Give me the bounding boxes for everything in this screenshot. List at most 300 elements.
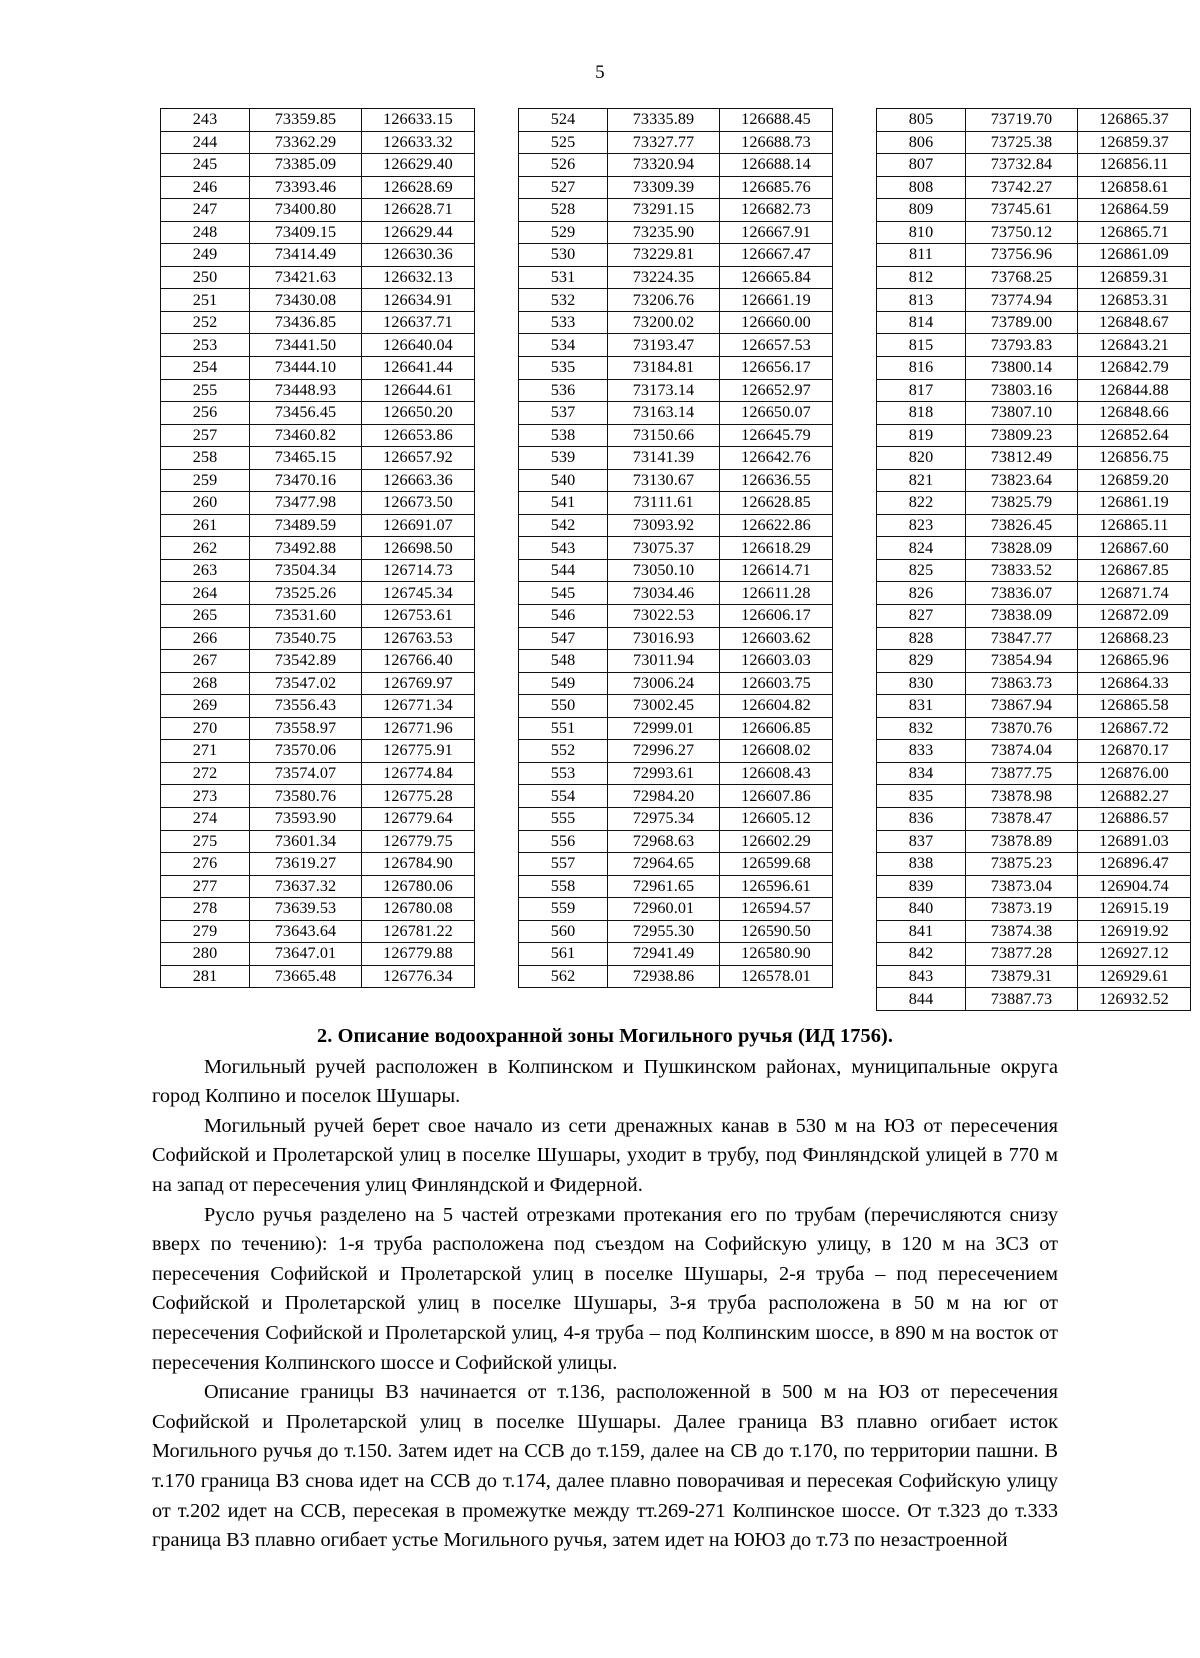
coordinate-y: 126652.97 (720, 379, 833, 402)
coordinate-x: 73011.94 (608, 650, 720, 673)
table-row (161, 311, 475, 334)
point-number: 813 (877, 289, 966, 312)
coordinate-y: 126628.71 (362, 199, 475, 222)
coordinate-y: 126622.86 (720, 514, 833, 537)
coordinate-x: 73235.90 (608, 221, 720, 244)
point-number: 248 (161, 221, 250, 244)
coordinate-x: 73320.94 (608, 154, 720, 177)
coordinate-table-left-body (161, 109, 475, 988)
point-number: 254 (161, 357, 250, 380)
coordinate-x: 72975.34 (608, 807, 720, 830)
coordinate-y: 126607.86 (720, 785, 833, 808)
coordinate-x: 72961.65 (608, 875, 720, 898)
point-number: 805 (877, 109, 966, 132)
table-row (877, 830, 1191, 853)
paragraph-location: Могильный ручей расположен в Колпинском и Пушкинском районах, муниципальные округа город Колпино и поселок Шушары. (152, 1055, 1058, 1108)
table-row (519, 266, 833, 289)
coordinate-x: 72996.27 (608, 740, 720, 763)
coordinate-y: 126640.04 (362, 334, 475, 357)
coordinate-x: 73193.47 (608, 334, 720, 357)
point-number: 560 (519, 920, 608, 943)
coordinate-y: 126766.40 (362, 650, 475, 673)
coordinate-x: 73130.67 (608, 469, 720, 492)
coordinate-x: 73800.14 (966, 357, 1078, 380)
table-row (161, 672, 475, 695)
table-row (877, 785, 1191, 808)
coordinate-y: 126769.97 (362, 672, 475, 695)
table-row (877, 469, 1191, 492)
point-number: 262 (161, 537, 250, 560)
table-row (877, 379, 1191, 402)
coordinate-y: 126919.92 (1078, 920, 1191, 943)
coordinate-x: 73732.84 (966, 154, 1078, 177)
coordinate-x: 73163.14 (608, 402, 720, 425)
coordinate-x: 73873.04 (966, 875, 1078, 898)
table-row (877, 717, 1191, 740)
coordinate-x: 73477.98 (250, 492, 362, 515)
coordinate-y: 126886.57 (1078, 807, 1191, 830)
coordinate-y: 126650.07 (720, 402, 833, 425)
table-row (161, 221, 475, 244)
paragraph-boundary: Описание границы ВЗ начинается от т.136, расположенной в 500 м на ЮЗ от пересечения Софийской и Пролетарской улиц в поселке Шушары. Далее граница ВЗ плавно огибает исток Могильного ручья до т.150. Затем идет на ССВ до т.159, далее на СВ до т.170, по территории пашни. В т.170 граница ВЗ снова идет на ССВ до т.174, далее плавно поворачивая и пересекая Софийскую улицу от т.202 идет на ССВ, пересекая в промежутке между тт.269-271 Колпинское шоссе. От т.323 до т.333 граница ВЗ плавно огибает устье Могильного ручья, затем идет на ЮЮЗ до т.73 по незастроенной (152, 1381, 1058, 1552)
table-row (519, 379, 833, 402)
point-number: 534 (519, 334, 608, 357)
table-row (877, 131, 1191, 154)
coordinate-y: 126853.31 (1078, 289, 1191, 312)
coordinate-table-middle-body (519, 109, 833, 988)
point-number: 561 (519, 943, 608, 966)
coordinate-x: 73547.02 (250, 672, 362, 695)
coordinate-x: 73050.10 (608, 559, 720, 582)
table-row (161, 131, 475, 154)
table-row (877, 402, 1191, 425)
table-row (877, 627, 1191, 650)
coordinate-x: 73873.19 (966, 898, 1078, 921)
coordinate-y: 126848.66 (1078, 402, 1191, 425)
coordinate-x: 73768.25 (966, 266, 1078, 289)
coordinate-y: 126774.84 (362, 762, 475, 785)
point-number: 829 (877, 650, 966, 673)
point-number: 558 (519, 875, 608, 898)
coordinate-x: 73774.94 (966, 289, 1078, 312)
coordinate-y: 126848.67 (1078, 311, 1191, 334)
coordinate-y: 126859.31 (1078, 266, 1191, 289)
coordinate-x: 73879.31 (966, 965, 1078, 988)
coordinate-y: 126594.57 (720, 898, 833, 921)
table-row (519, 221, 833, 244)
coordinate-x: 73570.06 (250, 740, 362, 763)
coordinate-y: 126606.85 (720, 717, 833, 740)
coordinate-y: 126781.22 (362, 920, 475, 943)
table-row (877, 221, 1191, 244)
table-row (877, 492, 1191, 515)
coordinate-y: 126603.62 (720, 627, 833, 650)
point-number: 251 (161, 289, 250, 312)
page-number: 5 (595, 62, 605, 83)
table-row (877, 740, 1191, 763)
coordinate-y: 126896.47 (1078, 853, 1191, 876)
point-number: 824 (877, 537, 966, 560)
table-row (519, 740, 833, 763)
coordinate-x: 73470.16 (250, 469, 362, 492)
point-number: 525 (519, 131, 608, 154)
coordinate-x: 73867.94 (966, 695, 1078, 718)
coordinate-y: 126776.34 (362, 965, 475, 988)
point-number: 529 (519, 221, 608, 244)
point-number: 276 (161, 853, 250, 876)
point-number: 259 (161, 469, 250, 492)
table-row (161, 740, 475, 763)
coordinate-x: 73665.48 (250, 965, 362, 988)
coordinate-y: 126608.43 (720, 762, 833, 785)
coordinate-y: 126657.53 (720, 334, 833, 357)
point-number: 279 (161, 920, 250, 943)
point-number: 822 (877, 492, 966, 515)
table-row (877, 672, 1191, 695)
coordinate-y: 126842.79 (1078, 357, 1191, 380)
point-number: 246 (161, 176, 250, 199)
coordinate-y: 126859.37 (1078, 131, 1191, 154)
table-row (161, 695, 475, 718)
point-number: 812 (877, 266, 966, 289)
table-row (877, 199, 1191, 222)
coordinate-x: 73836.07 (966, 582, 1078, 605)
coordinate-x: 73847.77 (966, 627, 1078, 650)
coordinate-y: 126604.82 (720, 695, 833, 718)
table-row (161, 875, 475, 898)
point-number: 275 (161, 830, 250, 853)
coordinate-y: 126688.73 (720, 131, 833, 154)
table-row (877, 334, 1191, 357)
table-row (877, 311, 1191, 334)
coordinate-y: 126745.34 (362, 582, 475, 605)
point-number: 834 (877, 762, 966, 785)
point-number: 821 (877, 469, 966, 492)
point-number: 528 (519, 199, 608, 222)
coordinate-x: 73022.53 (608, 605, 720, 628)
point-number: 530 (519, 244, 608, 267)
coordinate-x: 73874.38 (966, 920, 1078, 943)
table-row (519, 627, 833, 650)
coordinate-x: 73184.81 (608, 357, 720, 380)
point-number: 266 (161, 627, 250, 650)
coordinate-y: 126603.75 (720, 672, 833, 695)
point-number: 551 (519, 717, 608, 740)
coordinate-y: 126698.50 (362, 537, 475, 560)
table-row (161, 807, 475, 830)
point-number: 835 (877, 785, 966, 808)
coordinate-x: 73409.15 (250, 221, 362, 244)
point-number: 816 (877, 357, 966, 380)
point-number: 553 (519, 762, 608, 785)
table-row (877, 266, 1191, 289)
coordinate-x: 73385.09 (250, 154, 362, 177)
description-section (152, 1022, 1058, 1556)
point-number: 548 (519, 650, 608, 673)
coordinate-x: 73400.80 (250, 199, 362, 222)
coordinate-x: 73803.16 (966, 379, 1078, 402)
point-number: 257 (161, 424, 250, 447)
point-number: 258 (161, 447, 250, 470)
table-row (161, 582, 475, 605)
coordinate-y: 126628.69 (362, 176, 475, 199)
point-number: 811 (877, 244, 966, 267)
coordinate-y: 126628.85 (720, 492, 833, 515)
coordinate-x: 73430.08 (250, 289, 362, 312)
coordinate-y: 126932.52 (1078, 988, 1191, 1011)
table-row (161, 334, 475, 357)
coordinate-y: 126872.09 (1078, 605, 1191, 628)
point-number: 538 (519, 424, 608, 447)
point-number: 815 (877, 334, 966, 357)
point-number: 255 (161, 379, 250, 402)
table-row (161, 830, 475, 853)
table-row (161, 357, 475, 380)
coordinate-x: 73492.88 (250, 537, 362, 560)
table-row (519, 447, 833, 470)
coordinate-x: 73093.92 (608, 514, 720, 537)
coordinate-y: 126852.64 (1078, 424, 1191, 447)
table-row (161, 424, 475, 447)
table-row (161, 469, 475, 492)
table-row (877, 176, 1191, 199)
coordinate-y: 126867.60 (1078, 537, 1191, 560)
coordinate-y: 126865.96 (1078, 650, 1191, 673)
coordinate-y: 126580.90 (720, 943, 833, 966)
coordinate-y: 126691.07 (362, 514, 475, 537)
point-number: 244 (161, 131, 250, 154)
coordinate-y: 126642.76 (720, 447, 833, 470)
coordinate-y: 126864.59 (1078, 199, 1191, 222)
coordinate-y: 126929.61 (1078, 965, 1191, 988)
table-row (877, 244, 1191, 267)
table-row (161, 965, 475, 988)
coordinate-x: 72955.30 (608, 920, 720, 943)
table-row (519, 785, 833, 808)
table-row (161, 559, 475, 582)
table-row (877, 650, 1191, 673)
table-row (519, 807, 833, 830)
coordinate-x: 73504.34 (250, 559, 362, 582)
table-row (877, 898, 1191, 921)
point-number: 810 (877, 221, 966, 244)
coordinate-y: 126784.90 (362, 853, 475, 876)
table-row (877, 582, 1191, 605)
coordinate-y: 126596.61 (720, 875, 833, 898)
coordinate-x: 73436.85 (250, 311, 362, 334)
table-row (519, 853, 833, 876)
point-number: 818 (877, 402, 966, 425)
coordinate-x: 73531.60 (250, 605, 362, 628)
point-number: 808 (877, 176, 966, 199)
coordinate-x: 73034.46 (608, 582, 720, 605)
coordinate-x: 73807.10 (966, 402, 1078, 425)
table-row (877, 559, 1191, 582)
coordinate-y: 126865.11 (1078, 514, 1191, 537)
coordinate-x: 73444.10 (250, 357, 362, 380)
coordinate-x: 73750.12 (966, 221, 1078, 244)
table-row (877, 424, 1191, 447)
point-number: 267 (161, 650, 250, 673)
coordinate-x: 73150.66 (608, 424, 720, 447)
table-row (877, 605, 1191, 628)
coordinate-y: 126856.11 (1078, 154, 1191, 177)
point-number: 537 (519, 402, 608, 425)
coordinate-y: 126891.03 (1078, 830, 1191, 853)
point-number: 265 (161, 605, 250, 628)
coordinate-x: 73173.14 (608, 379, 720, 402)
coordinate-x: 73601.34 (250, 830, 362, 853)
table-row (519, 357, 833, 380)
coordinate-y: 126634.91 (362, 289, 475, 312)
point-number: 243 (161, 109, 250, 132)
point-number: 247 (161, 199, 250, 222)
coordinate-y: 126667.47 (720, 244, 833, 267)
table-row (161, 244, 475, 267)
table-row (877, 447, 1191, 470)
coordinate-x: 73870.76 (966, 717, 1078, 740)
table-row (519, 559, 833, 582)
point-number: 555 (519, 807, 608, 830)
coordinate-y: 126685.76 (720, 176, 833, 199)
table-row (519, 244, 833, 267)
coordinate-table-right-body (877, 109, 1191, 1011)
coordinate-y: 126578.01 (720, 965, 833, 988)
point-number: 272 (161, 762, 250, 785)
coordinate-y: 126656.17 (720, 357, 833, 380)
coordinate-y: 126844.88 (1078, 379, 1191, 402)
coordinate-y: 126859.20 (1078, 469, 1191, 492)
table-row (161, 379, 475, 402)
paragraph-source: Могильный ручей берет свое начало из сети дренажных канав в 530 м на ЮЗ от пересечения Софийской и Пролетарской улиц в поселке Шушары, уходит в трубу, под Финляндской улицей в 770 м на запад от пересечения улиц Финляндской и Фидерной. (152, 1114, 1058, 1196)
point-number: 280 (161, 943, 250, 966)
table-row (877, 807, 1191, 830)
coordinate-x: 73206.76 (608, 289, 720, 312)
coordinate-y: 126780.06 (362, 875, 475, 898)
coordinate-x: 73812.49 (966, 447, 1078, 470)
point-number: 527 (519, 176, 608, 199)
coordinate-x: 73838.09 (966, 605, 1078, 628)
point-number: 256 (161, 402, 250, 425)
table-row (161, 402, 475, 425)
table-row (161, 943, 475, 966)
table-row (161, 199, 475, 222)
table-row (519, 605, 833, 628)
coordinate-table-middle (518, 108, 833, 988)
point-number: 261 (161, 514, 250, 537)
coordinate-y: 126682.73 (720, 199, 833, 222)
table-row (519, 650, 833, 673)
section-heading: 2. Описание водоохранной зоны Могильного ручья (ИД 1756). (316, 1025, 893, 1047)
table-row (161, 109, 475, 132)
coordinate-x: 73877.28 (966, 943, 1078, 966)
point-number: 277 (161, 875, 250, 898)
table-row (877, 943, 1191, 966)
coordinate-x: 73809.23 (966, 424, 1078, 447)
table-row (519, 717, 833, 740)
coordinate-x: 73525.26 (250, 582, 362, 605)
point-number: 278 (161, 898, 250, 921)
coordinate-x: 73719.70 (966, 109, 1078, 132)
point-number: 809 (877, 199, 966, 222)
point-number: 535 (519, 357, 608, 380)
point-number: 807 (877, 154, 966, 177)
point-number: 817 (877, 379, 966, 402)
coordinate-y: 126605.12 (720, 807, 833, 830)
point-number: 547 (519, 627, 608, 650)
table-row (161, 762, 475, 785)
coordinate-y: 126714.73 (362, 559, 475, 582)
coordinate-y: 126876.00 (1078, 762, 1191, 785)
table-row (519, 492, 833, 515)
point-number: 526 (519, 154, 608, 177)
point-number: 245 (161, 154, 250, 177)
table-row (519, 469, 833, 492)
coordinate-x: 73863.73 (966, 672, 1078, 695)
coordinate-y: 126673.50 (362, 492, 475, 515)
point-number: 543 (519, 537, 608, 560)
point-number: 844 (877, 988, 966, 1011)
point-number: 833 (877, 740, 966, 763)
coordinate-y: 126779.64 (362, 807, 475, 830)
coordinate-y: 126657.92 (362, 447, 475, 470)
coordinate-y: 126590.50 (720, 920, 833, 943)
coordinate-x: 73542.89 (250, 650, 362, 673)
coordinate-y: 126599.68 (720, 853, 833, 876)
coordinate-x: 73643.64 (250, 920, 362, 943)
coordinate-x: 73639.53 (250, 898, 362, 921)
coordinate-x: 73826.45 (966, 514, 1078, 537)
table-row (161, 717, 475, 740)
table-row (161, 176, 475, 199)
table-row (519, 334, 833, 357)
table-row (877, 514, 1191, 537)
point-number: 270 (161, 717, 250, 740)
coordinate-y: 126858.61 (1078, 176, 1191, 199)
coordinate-x: 73456.45 (250, 402, 362, 425)
table-row (519, 514, 833, 537)
point-number: 826 (877, 582, 966, 605)
coordinate-y: 126871.74 (1078, 582, 1191, 605)
coordinate-y: 126775.28 (362, 785, 475, 808)
coordinate-y: 126865.37 (1078, 109, 1191, 132)
point-number: 271 (161, 740, 250, 763)
coordinate-x: 72938.86 (608, 965, 720, 988)
table-row (519, 965, 833, 988)
table-row (519, 830, 833, 853)
coordinate-y: 126882.27 (1078, 785, 1191, 808)
coordinate-x: 73875.23 (966, 853, 1078, 876)
table-row (519, 582, 833, 605)
coordinate-y: 126611.28 (720, 582, 833, 605)
coordinate-y: 126665.84 (720, 266, 833, 289)
coordinate-x: 73647.01 (250, 943, 362, 966)
coordinate-table-left (160, 108, 475, 988)
coordinate-x: 73465.15 (250, 447, 362, 470)
coordinate-x: 73200.02 (608, 311, 720, 334)
coordinate-x: 73075.37 (608, 537, 720, 560)
coordinate-y: 126915.19 (1078, 898, 1191, 921)
point-number: 557 (519, 853, 608, 876)
coordinate-x: 72964.65 (608, 853, 720, 876)
coordinate-x: 73421.63 (250, 266, 362, 289)
point-number: 532 (519, 289, 608, 312)
coordinate-x: 73637.32 (250, 875, 362, 898)
coordinate-y: 126660.00 (720, 311, 833, 334)
table-row (161, 650, 475, 673)
point-number: 274 (161, 807, 250, 830)
table-row (161, 537, 475, 560)
